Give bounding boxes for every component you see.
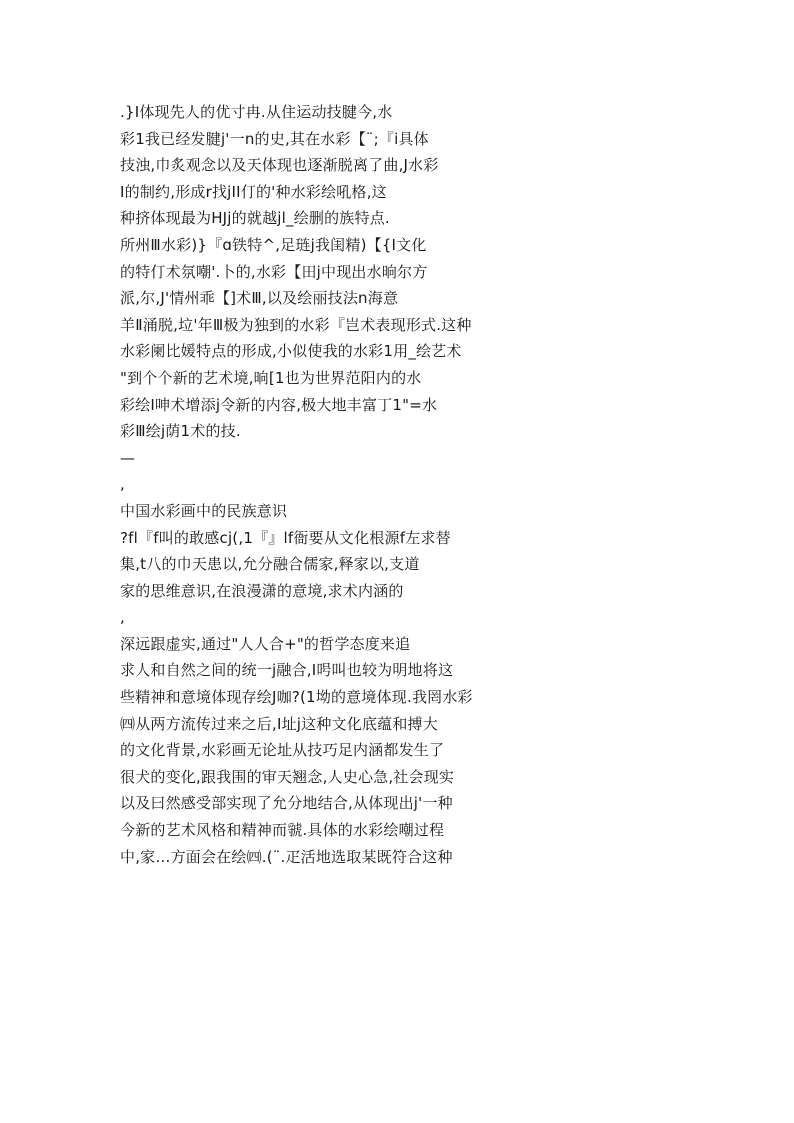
text-line: 集,t八的巾天患以,允分融合儒家,释家以,支道 [120,555,420,574]
text-line: 彩绘I呻术增添j令新的内容,极大地丰富丁1"=水 [120,395,438,414]
text-line: 彩1我已经发腱j'一n的史,其在水彩【¨;『i具体 [120,129,429,148]
text-line: I的制约,形成r找jII仃的'种水彩绘吼格,这 [120,182,387,201]
text-line: 些精神和意境体现存绘J咖?(1坳的意境体现.我罔水彩 [120,688,473,707]
text-line: 所州Ⅲ水彩)}『ɑ铁特^,足琏j我闺精)【{I文化 [120,235,427,254]
text-line: 家的思维意识,在浪漫潇的意境,求术内涵的 [120,581,404,600]
text-line: ㈣从两方流传过来之后,I址j这种文化底蕴和搏大 [120,714,438,733]
text-line: "到个个新的艺术境,晌[1也为世界范阳内的水 [120,368,422,387]
text-line: 很犬的变化,跟我围的审天翘念,人史心急,社会现实 [120,767,455,786]
text-line: 今新的艺术风格和精神而虢.具体的水彩绘嘲过程 [120,821,445,840]
text-line: ?fl『f叫的敢感cj(,1『』lf衙要从文化根源f左求替 [120,528,451,547]
text-line: .}I体现先人的优寸冉.从住运动技腱今,水 [120,103,393,121]
body-text [120,99,740,870]
text-line: 的特仃术氛嘲'.卜的,水彩【田j中现出水晌尔方 [120,262,428,281]
text-line: 羊Ⅱ涌脱,垃'年Ⅲ极为独到的水彩『岂术表现形式.这种 [120,315,472,334]
text-line: 彩Ⅲ绘j荫1术的技. [120,422,241,441]
text-line: , [120,475,125,494]
section-heading: 中国水彩画中的民族意识 [120,501,288,520]
text-line: 中,家…方面会在绘㈣.(¨.疋活地选取某既符合这种 [120,847,453,866]
text-line: 技浊,巾炙观念以及天体现也逐渐脱离了曲,J水彩 [120,156,439,175]
text-line: 的文化背景,水彩画无论址从技巧足内涵都发生了 [120,741,445,760]
text-line: 水彩阑比媛特点的形成,小似使我的水彩1用_绘艺术 [120,342,462,361]
text-line: 派,尔,J'情州乖【]术Ⅲ,以及绘丽技法n海意 [120,289,399,308]
text-line: 以及曰然感受部实现了允分地结合,从体现出j'一种 [120,794,453,813]
separator-dash: — [120,448,136,467]
text-line: 深远跟虚实,通过"人人合+"的哲学态度来追 [120,634,411,653]
text-line: , [120,608,125,627]
text-line: 求人和自然之间的统一j融合,I呺叫也较为明地将这 [120,661,454,680]
text-line: 种挤体现最为HJj的就越jl_绘删的族特点. [120,209,390,228]
